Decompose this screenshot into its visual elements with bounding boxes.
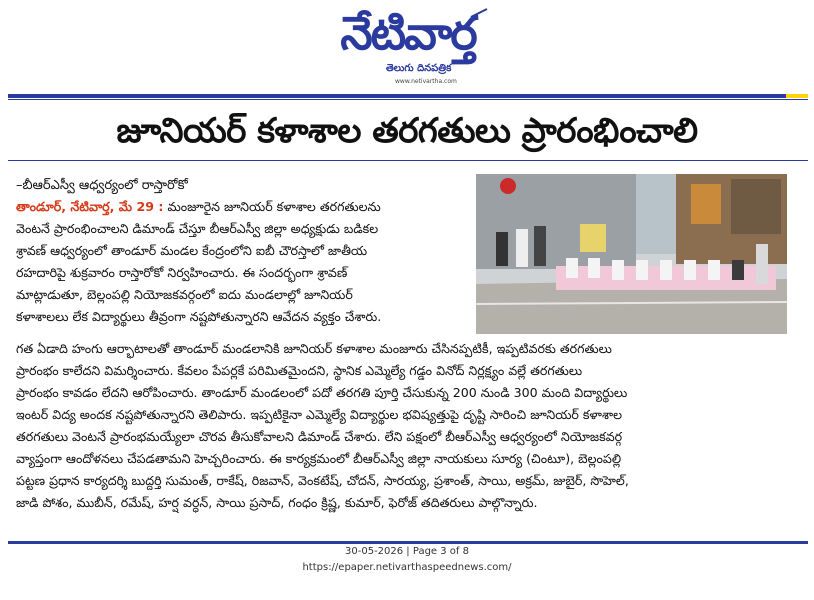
logo-tagline: తెలుగు దినపత్రిక [386,63,452,74]
article-line [16,196,466,218]
article-subheading: –బీఆర్ఎస్వీ ఆధ్వర్యంలో రాస్తారోకో [16,178,188,193]
article-headline: జూనియర్ కళాశాల తరగతులు ప్రారంభించాలి [116,111,698,151]
article-line: పట్టణ ప్రధాన కార్యదర్శి బుద్దర్తి సుమంత్, రాకేష్, రిజవాన్, వెంకటేష్, చోదన్, సారయ్య, ప్రశాంత్, సాయి, అక్రమ్, జుబైర్, సొహెల్, [16,473,629,488]
header-thin-divider [8,99,808,100]
article-line: రహదారిపై శుక్రవారం రాస్తారోకో నిర్వహించారు. ఈ సందర్భంగా శ్రావణ్ [16,265,348,280]
masthead [0,0,814,92]
article-line-text: మంజూరైన జూనియర్ కళాశాల తరగతులను [163,199,381,214]
article-line: ప్రారంభం కావడం లేదని ఆరోపించారు. తాండూర్ మండలంలో పదో తరగతి పూర్తి చేసుకున్న 200 నుండి 300 మంది విద్యార్థులు [16,385,628,400]
header-accent [786,94,808,98]
article-line: ఇంటర్ విద్య అందక నష్టపోతున్నారని తెలిపారు. ఇప్పటికైనా ఎమ్మెల్యే విద్యార్థుల భవిష్యత్తుపై దృష్టి సారించి జూనియర్ కళాశాల [16,407,623,422]
epaper-link[interactable]: https://epaper.netivarthaspeednews.com/ [302,562,512,573]
header-divider [8,94,786,98]
article-line: మాట్లాడుతూ, బెల్లంపల్లి నియోజకవర్గంలో ఐదు మండలాల్లో జూనియర్ [16,287,353,302]
article-line: ప్రారంభం కాలేదని విమర్శించారు. కేవలం పేపర్లకే పరిమితమైందని, స్థానిక ఎమ్మెల్యే గడ్డం వినోద్ నిర్లక్ష్యం వల్లే తరగతులు [16,363,583,378]
page-info: 30-05-2026 | Page 3 of 8 [345,546,469,557]
article-line: తరగతులు వెంటనే ప్రారంభమయ్యేలా చొరవ తీసుకోవాలని డిమాండ్ చేశారు. లేని పక్షంలో బీఆర్ఎస్వీ ఆధ్వర్యంలో నియోజకవర్గ [16,429,623,444]
article-line: కళాశాలలు లేక విద్యార్థులు తీవ్రంగా నష్టపోతున్నారని ఆవేదన వ్యక్తం చేశారు. [16,309,382,324]
article-line: శ్రావణ్ ఆధ్వర్యంలో తాండూర్ మండల కేంద్రంలోని ఐబీ చౌరస్తాలో జాతీయ [16,243,368,258]
logo-url: www.netivartha.com [395,78,457,85]
article-line: వ్యాప్తంగా ఆందోళనలు చేపడతామని హెచ్చరించారు. ఈ కార్యక్రమంలో బీఆర్ఎస్వీ జిల్లా నాయకులు సూర్య (చింటూ), బెల్లంపల్లి [16,451,622,466]
headline-divider [8,160,808,161]
protest-photo [476,174,787,334]
footer-divider [8,541,808,544]
dateline: తాండూర్, నేటివార్త, మే 29 : [16,199,164,214]
article-line: వెంటనే ప్రారంభించాలని డిమాండ్ చేస్తూ బీఆర్ఎస్వీ జిల్లా అధ్యక్షుడు బడికల [16,221,379,236]
article-line: జాడి పోశం, ముబీన్, రమేష్, హర్ష వర్ధన్, సాయి ప్రసాద్, గంధం క్రిష్ణ, కుమార్, ఫెరోజ్ తదితరులు పాల్గొన్నారు. [16,495,538,510]
article-line: గత ఏడాది హంగు ఆర్భాటాలతో తాండూర్ మండలానికి జూనియర్ కళాశాల మంజూరు చేసినప్పటికీ, ఇప్పటివరకు తరగతులు [16,341,612,356]
newspaper-logo[interactable]: నేటివార్త [340,6,476,60]
